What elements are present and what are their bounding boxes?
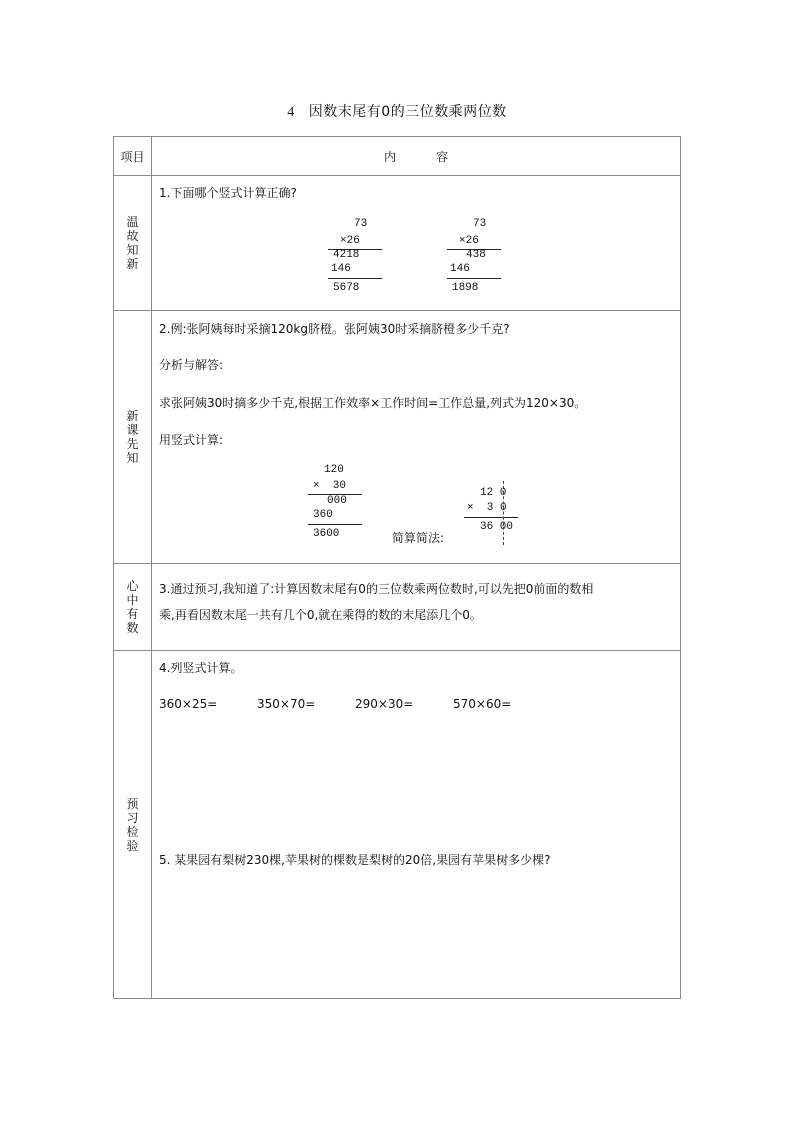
calc2-result: 1898	[452, 282, 479, 294]
calc2-mult: ×26	[459, 235, 479, 247]
calc4-mult: × 3 0	[467, 502, 507, 514]
section-label-newlesson: 新课先知	[114, 311, 152, 564]
section-review	[114, 176, 681, 311]
calc2-top: 73	[473, 218, 487, 230]
worksheet-title	[0, 101, 794, 121]
check-content	[152, 651, 681, 999]
summary-line-1: 3.通过预习,我知道了:计算因数末尾有0的三位数乘两位数时,可以先把0前面的数相	[159, 582, 594, 596]
review-content	[152, 176, 681, 311]
section-newlesson	[114, 311, 681, 564]
calc4-result: 36 00	[480, 521, 514, 533]
zero-separator-line	[503, 481, 504, 545]
calc1-partial-2: 146	[331, 263, 351, 275]
calc1-top: 73	[354, 218, 368, 230]
calc3-partial-2: 360	[313, 509, 333, 521]
calc2-partial-1: 438	[466, 249, 486, 261]
worksheet-table	[113, 136, 681, 999]
calc3-result: 3600	[313, 528, 340, 540]
exercise-3: 290×30=	[355, 697, 414, 711]
question-2: 2.例:张阿姨每时采摘120kg脐橙。张阿姨30时采摘脐橙多少千克?	[159, 322, 510, 336]
simplified-method-label: 简算简法:	[392, 531, 445, 545]
section-label-review: 温故知新	[114, 176, 152, 311]
calc3-top: 120	[324, 464, 344, 476]
section-label-summary: 心中有数	[114, 564, 152, 651]
analysis-label: 分析与解答:	[159, 358, 224, 372]
calc1-result: 5678	[333, 282, 360, 294]
explanation-text: 求张阿姨30时摘多少千克,根据工作效率×工作时间=工作总量,列式为120×30。	[159, 396, 587, 410]
header-content-b: 容	[436, 149, 449, 164]
header-row	[114, 137, 681, 176]
exercise-1: 360×25=	[159, 697, 218, 711]
summary-line-2: 乘,再看因数末尾一共有几个0,就在乘得的数的末尾添几个0。	[159, 608, 482, 622]
calc1-mult: ×26	[340, 235, 360, 247]
newlesson-content	[152, 311, 681, 564]
header-content-a: 内	[383, 149, 396, 164]
lesson-title: 因数末尾有0的三位数乘两位数	[308, 104, 507, 120]
summary-content	[152, 564, 681, 651]
section-summary	[114, 564, 681, 651]
question-1: 1.下面哪个竖式计算正确?	[159, 186, 297, 200]
header-content	[152, 137, 681, 176]
calc3-mult: × 30	[313, 480, 347, 492]
section-check	[114, 651, 681, 999]
exercise-4: 570×60=	[453, 697, 512, 711]
section-label-check: 预习检验	[114, 651, 152, 999]
calc4-top: 12 0	[480, 487, 507, 499]
calc1-partial-1: 4218	[333, 249, 360, 261]
calc3-partial-1: 000	[327, 495, 347, 507]
lesson-number: 4	[287, 105, 295, 120]
exercise-2: 350×70=	[257, 697, 316, 711]
question-4: 4.列竖式计算。	[159, 661, 243, 675]
calc2-partial-2: 146	[450, 263, 470, 275]
header-item: 项目	[114, 137, 152, 176]
method-label: 用竖式计算:	[159, 433, 224, 447]
question-5: 5. 某果园有梨树230棵,苹果树的棵数是梨树的20倍,果园有苹果树多少棵?	[159, 853, 551, 867]
